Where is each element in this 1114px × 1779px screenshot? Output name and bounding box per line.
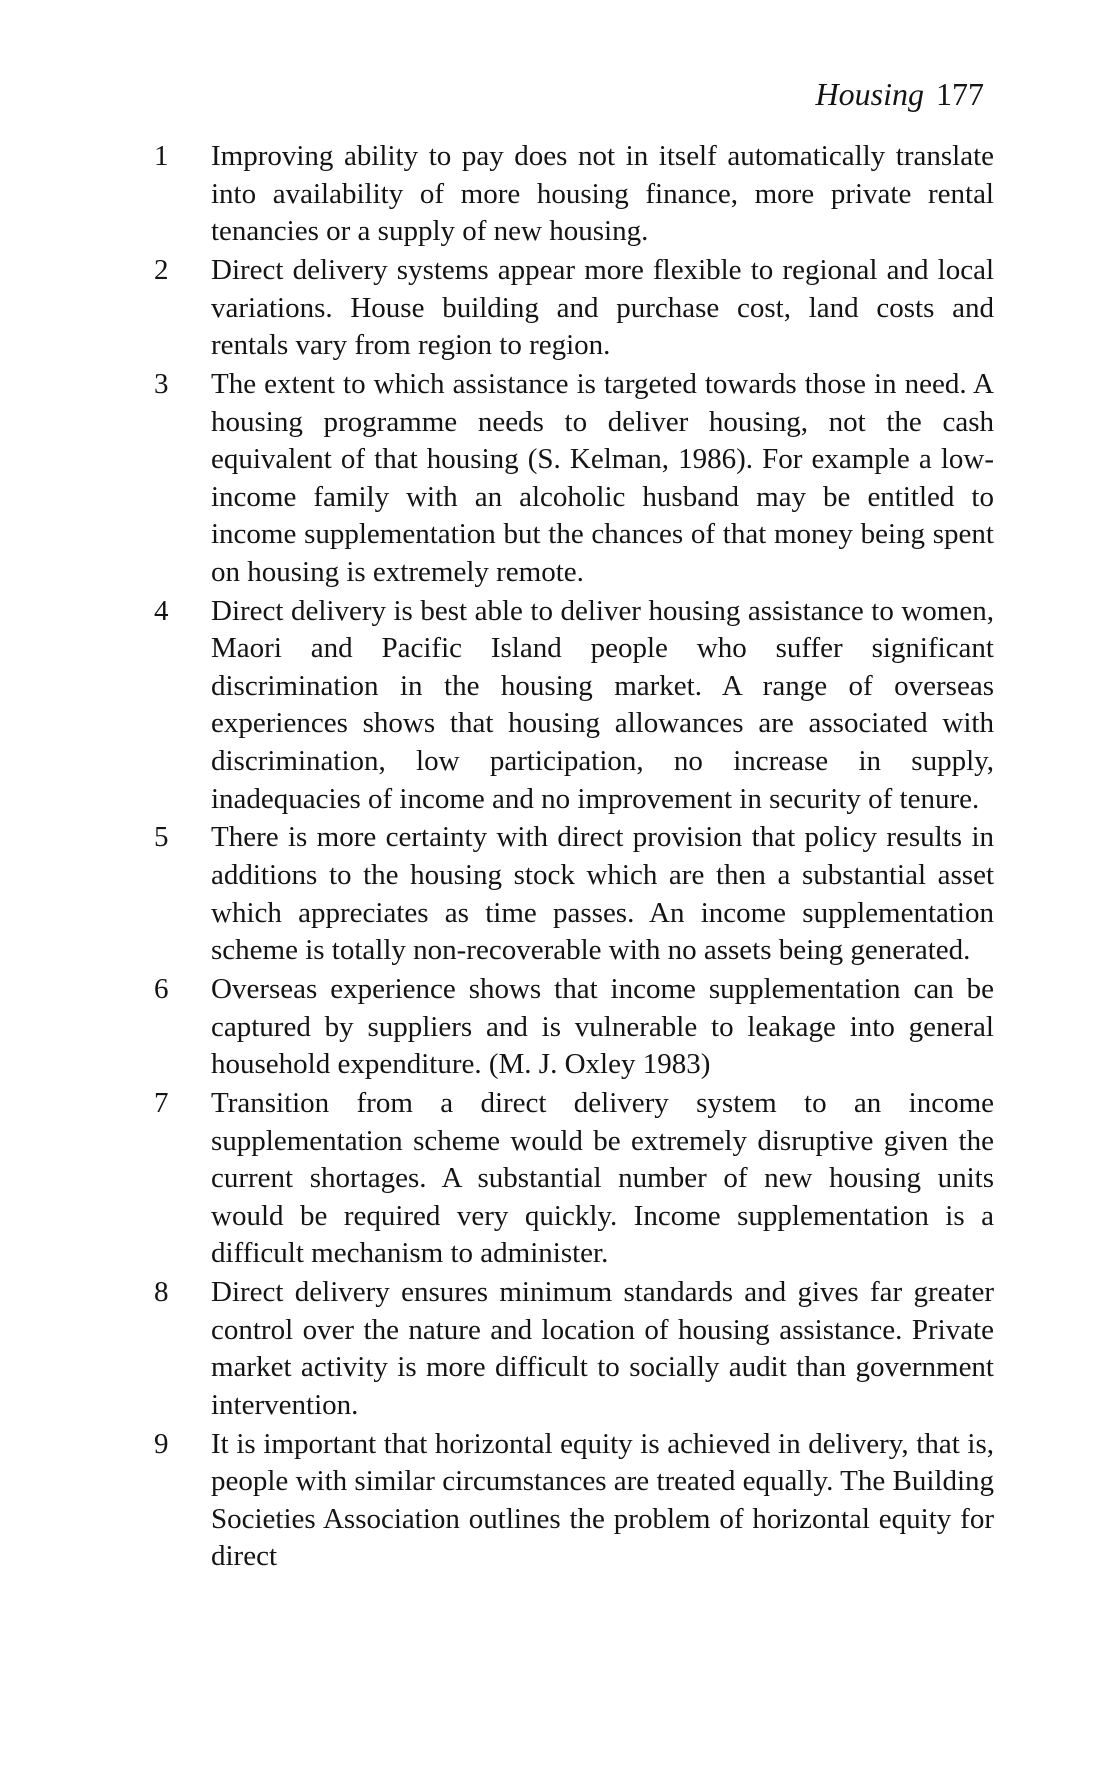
item-number: 1 bbox=[154, 140, 169, 172]
item-number: 5 bbox=[154, 821, 169, 854]
item-text: Overseas experience shows that income supplementation can be captured by suppliers and is vulnerable to leakage into general household expenditure. (M. J. Oxley 1983) bbox=[211, 973, 994, 1081]
item-number: 9 bbox=[154, 1427, 169, 1460]
item-text: Improving ability to pay does not in itself automatically translate into availability of more housing finance, more private rental tenancies or a supply of new housing. bbox=[211, 140, 994, 248]
section-title: Housing bbox=[815, 76, 924, 112]
item-text: Transition from a direct delivery system to an income supplementation scheme would be extremely disruptive given the current shortages. A substantial number of new housing units would be required very quickly. Income supplementation is a difficult mechanism to administer. bbox=[211, 1086, 994, 1270]
numbered-list bbox=[154, 138, 994, 1577]
list-item bbox=[154, 1426, 994, 1576]
item-number: 3 bbox=[154, 367, 169, 400]
list-item bbox=[154, 1085, 994, 1273]
list-item bbox=[154, 1274, 994, 1424]
list-item bbox=[154, 366, 994, 592]
item-number: 8 bbox=[154, 1276, 169, 1309]
list-item bbox=[154, 138, 994, 251]
item-number: 7 bbox=[154, 1086, 169, 1119]
page-number: 177 bbox=[936, 76, 984, 112]
item-number: 6 bbox=[154, 973, 169, 1005]
list-item bbox=[154, 593, 994, 819]
item-text: The extent to which assistance is targeted towards those in need. A housing programme needs to deliver housing, not the cash equivalent of that housing (S. Kelman, 1986). For example a low-income family with an alcoholic husband may be entitled to income supplementation but the chances of that money being spent on housing is extremely remote. bbox=[211, 367, 994, 588]
list-item bbox=[154, 819, 994, 969]
item-text: Direct delivery systems appear more flexible to regional and local variations. House building and purchase cost, land costs and rentals vary from region to region. bbox=[211, 253, 994, 362]
item-text: Direct delivery ensures minimum standards and gives far greater control over the nature and location of housing assistance. Private market activity is more difficult to socially audit than government intervention. bbox=[211, 1276, 994, 1421]
item-number: 4 bbox=[154, 594, 169, 627]
item-text: It is important that horizontal equity is achieved in delivery, that is, people with similar circumstances are treated equally. The Building Societies Association outlines the problem of horizontal equity for direct bbox=[211, 1427, 994, 1573]
list-item bbox=[154, 252, 994, 365]
list-item bbox=[154, 971, 994, 1084]
item-text: Direct delivery is best able to deliver housing assistance to women, Maori and Pacific Island people who suffer significant discrimination in the housing market. A range of overseas experiences shows that housing allowances are associated with discrimination, low participation, no increase in supply, inadequacies of income and no improvement in security of tenure. bbox=[211, 594, 994, 815]
item-text: There is more certainty with direct provision that policy results in additions to the housing stock which are then a substantial asset which appreciates as time passes. An income supplementation scheme is totally non-recoverable with no assets being generated. bbox=[211, 821, 994, 967]
item-number: 2 bbox=[154, 253, 169, 286]
running-head bbox=[816, 74, 984, 114]
